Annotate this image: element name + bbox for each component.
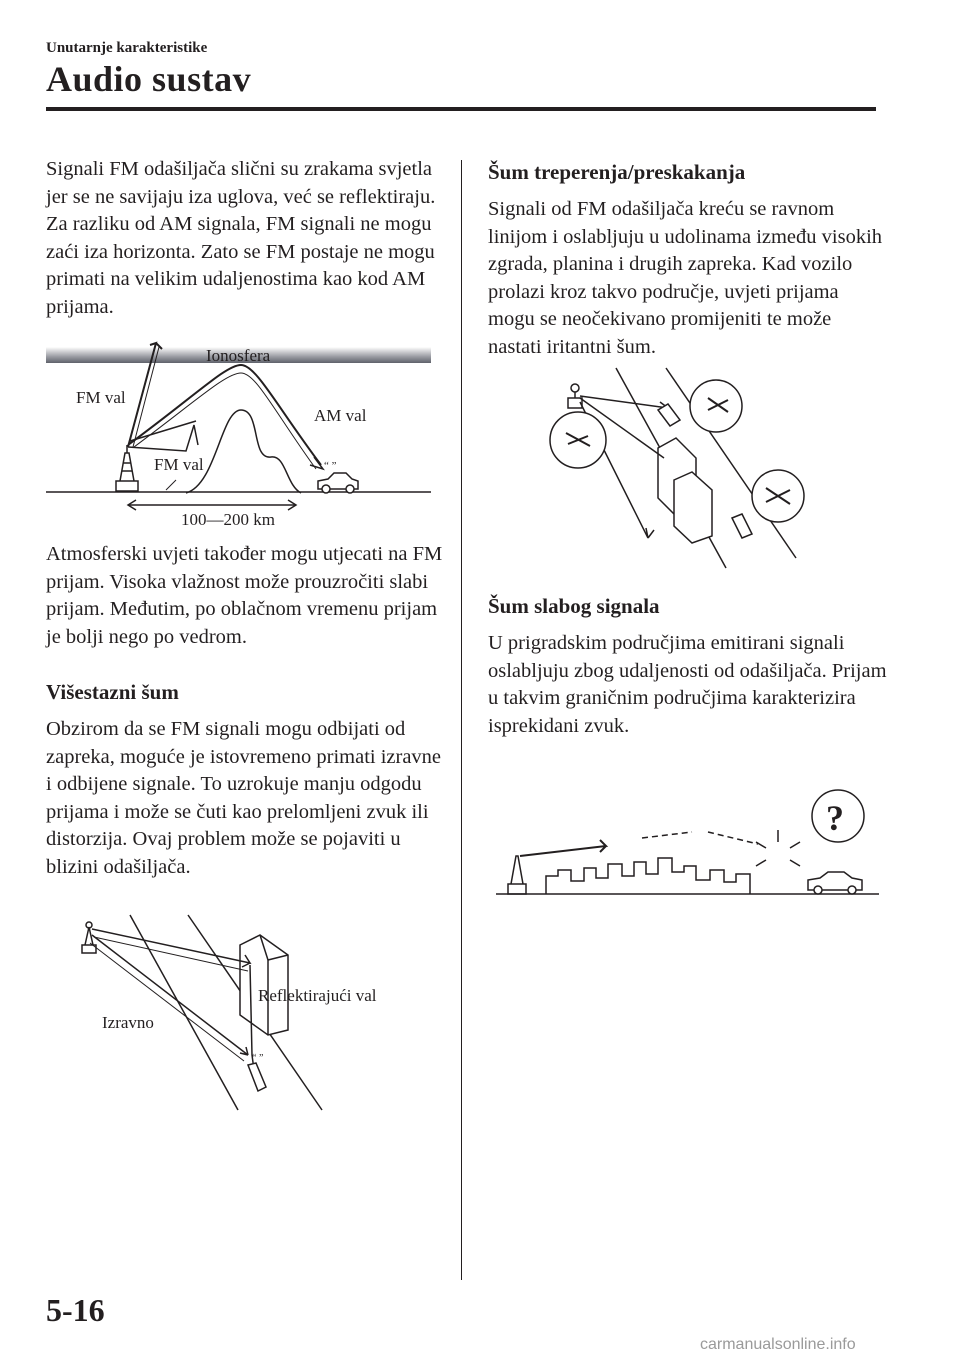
reflected-wave-arrow [92,929,250,967]
intro-paragraph: Signali FM odašiljača slični su zrakama svjetla jer se ne savijaju iza uglova, već se reflektiraju. Za razliku od AM signala, FM signali ne mogu zaći iza horizonta. Zato se FM postaje ne mogu primati na velikim udaljenostima kao kod AM prijama. [46,158,436,318]
flutter-figure [546,368,816,568]
multipath-heading: Višestazni šum [46,680,179,704]
page-number: 5-16 [46,1292,105,1328]
multipath-paragraph: Obzirom da se FM signali mogu odbijati od zapreka, moguće je istovremeno primati izravne i odbijene signale. To uzrokuje manju odgodu prijama i može se čuti kao prelomljeni zvuk ili distorzija. Ovaj problem može se pojaviti u blizini odašiljača. [46,718,442,878]
atmosphere-paragraph: Atmosferski uvjeti također mogu utjecati na FM prijam. Visoka vlažnost može prouzročiti slabi prijam. Međutim, po oblačnom vremenu prijam je bolji nego po vedrom. [46,543,443,648]
city-skyline [546,858,750,894]
fm-wave-top-label: FM val [76,388,126,407]
transmitter-tower-icon [508,856,526,894]
static-burst-icon [756,830,800,866]
direct-wave-arrow [92,935,248,1055]
ionosphere-figure [46,335,436,535]
weak-signal-paragraph: U prigradskim područjima emitirani signali oslabljuju zbog udaljenosti od odašiljača. Prijam u takvim graničnim područjima karakterizira isprekidani zvuk. [488,632,887,737]
transmitter-tower-icon [82,922,96,953]
multipath-figure [70,915,420,1115]
signal-arrow-car [580,396,668,414]
ionosphere-label: Ionosfera [206,346,271,365]
svg-text:?: ? [826,798,844,838]
weak-signal-figure [496,786,886,901]
car-icon [248,1063,266,1091]
direct-label: Izravno [102,1013,154,1032]
svg-text:“ ”: “ ” [252,1053,264,1064]
section-label: Unutarnje karakteristike [46,40,208,56]
transmitter-tower-icon [116,445,138,491]
distance-label: 100—200 km [181,510,275,529]
flutter-paragraph: Signali od FM odašiljača kreću se ravnom linijom i oslabljuju u udolinama između visokih zgrada, planina i drugih zapreka. Kad vozilo prolazi kroz takvo područje, uvjeti prijama mogu se neočekivano promijeniti te može nastati iritantni šum. [488,198,883,358]
svg-text:“ ”: “ ” [324,460,337,472]
transmitter-tower-icon [568,384,582,408]
column-divider [461,160,462,1280]
watermark: carmanualsonline.info [700,1336,856,1353]
title-rule [46,107,876,111]
reflected-label: Reflektirajući val [258,986,377,1005]
car-icon [808,872,862,894]
car-icon [318,473,358,493]
page-title: Audio sustav [46,59,252,99]
signal-arrow-dashed [642,832,692,838]
am-wave-label: AM val [314,406,367,425]
signal-arrow-solid [520,840,606,856]
building-icon [240,935,288,1035]
building-icon [658,438,712,543]
am-wave-path [128,365,321,465]
weak-signal-heading: Šum slabog signala [488,594,660,618]
fm-wave-bottom-label: FM val [154,455,204,474]
flutter-heading: Šum treperenja/preskakanja [488,160,746,184]
